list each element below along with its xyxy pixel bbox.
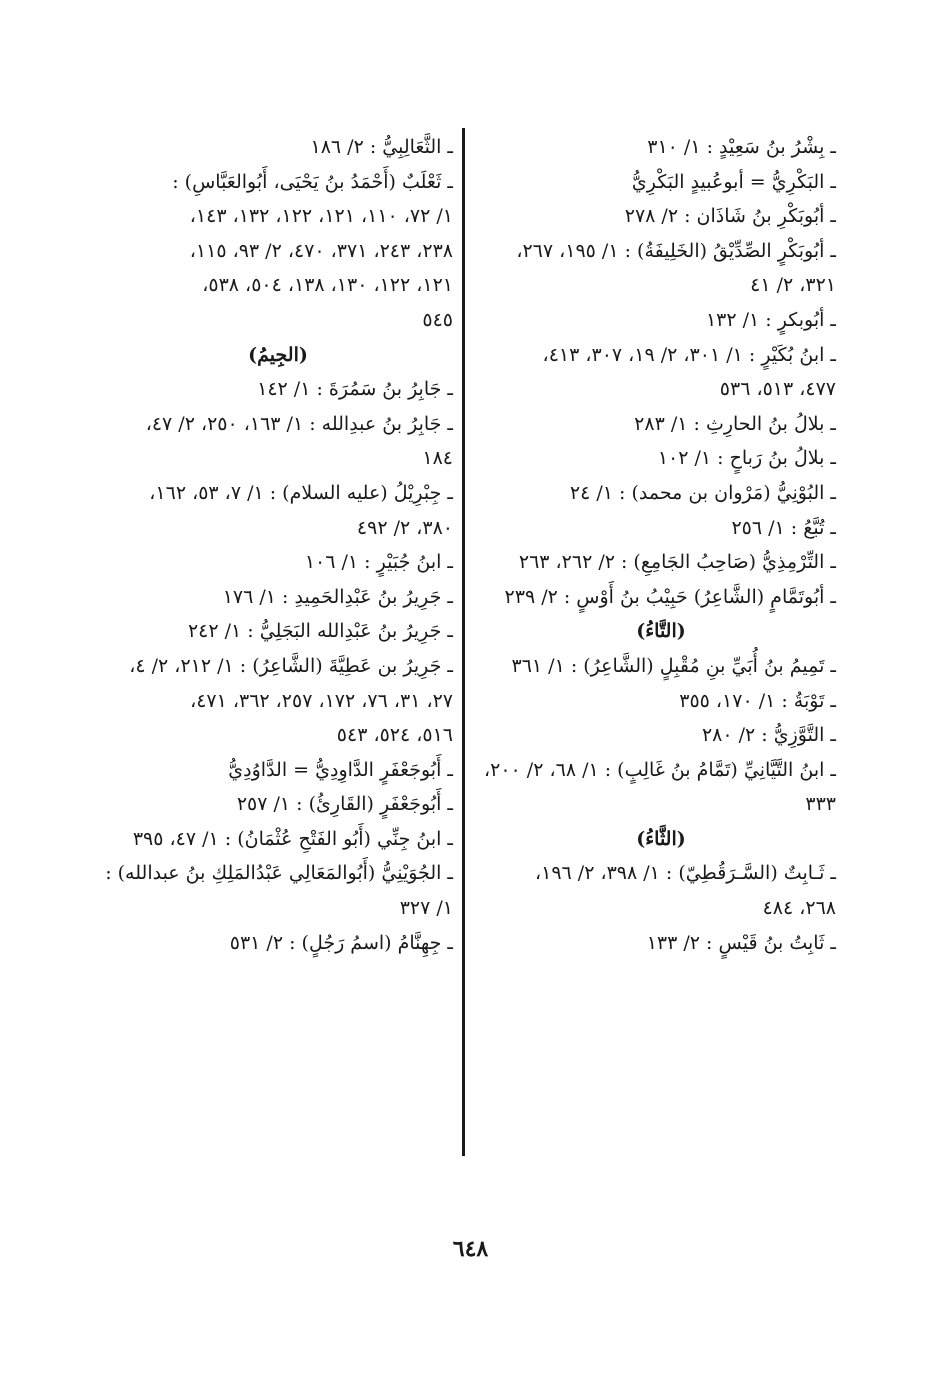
index-entry-continuation: ١/ ٧٢، ١١٠، ١٢١، ١٢٢، ١٣٢، ١٤٣، <box>189 205 453 228</box>
index-entry: ـ جِبْرِيْلُ (عليه السلام) : ١/ ٧، ٥٣، ١٦٢، <box>149 481 453 504</box>
index-column-left <box>103 130 453 960</box>
index-entry: ـ ثَعْلَبٌ (أَحْمَدُ بنُ يَحْيَى، أَبُوالعَبَّاسِ) : <box>172 170 453 193</box>
column-divider <box>462 128 465 1156</box>
index-entry: ـ أبُوبكرٍ : ١/ ١٣٢ <box>705 308 836 331</box>
index-entry-continuation: ٢٣٨، ٢٤٣، ٣٧١، ٤٧٠، ٢/ ٩٣، ١١٥، <box>189 239 453 262</box>
index-entry: ـ بلالُ بنُ الحارِثِ : ١/ ٢٨٣ <box>634 412 836 435</box>
index-entry: ـ البَكْرِيُّ = أبوعُبيدٍ البَكْرِيُّ <box>631 170 836 193</box>
section-header-jeem: (الجِيمُ) <box>248 343 308 366</box>
index-entry: ـ البُوْنِيُّ (مَرْوان بن محمد) : ١/ ٢٤ <box>569 481 836 504</box>
page-number: ٦٤٨ <box>452 1236 489 1262</box>
index-entry-continuation: ٣٢١، ٢/ ٤١ <box>750 274 836 297</box>
index-entry: ـ بِشْرُ بنُ سَعِيْدٍ : ١/ ٣١٠ <box>647 136 836 158</box>
index-entry: ـ جَرِيرُ بنُ عَبْدِالحَمِيدِ : ١/ ١٧٦ <box>222 585 453 608</box>
index-entry: ـ أَبُوجَعْفَرٍ (القَارِئُ) : ١/ ٢٥٧ <box>236 793 453 816</box>
index-entry: ـ ثَابِتُ بنُ قَيْسٍ : ٢/ ١٣٣ <box>646 931 836 954</box>
index-entry: ـ جَرِيرُ بن عَطِيَّةَ (الشَّاعِرُ) : ١/ ٢١٢، ٢/ ٤، <box>129 654 453 677</box>
index-entry: ـ ثَـابِتٌ (السَّـرَقُطِيّ) : ١/ ٣٩٨، ٢/ ١٩٦، <box>534 862 836 885</box>
index-entry: ـ جَابِرُ بنُ سَمُرَةَ : ١/ ١٤٢ <box>257 378 453 401</box>
index-entry: ـ ابنُ جُبَيْرٍ : ١/ ١٠٦ <box>304 551 453 574</box>
index-entry-continuation: ٢٧، ٣١، ٧٦، ١٧٢، ٢٥٧، ٣٦٢، ٤٧١، <box>190 689 453 712</box>
index-entry-continuation: ٣٨٠، ٢/ ٤٩٢ <box>356 516 453 539</box>
index-entry: ـ التَّوَّزِيُّ : ٢/ ٢٨٠ <box>701 724 836 747</box>
index-entry: ـ ابنُ التَّيَّانِيِّ (تَمَّامُ بنُ غَالِبٍ) : ١/ ٦٨، ٢/ ٢٠٠، <box>484 758 836 781</box>
index-entry: ـ تَوْبَةُ : ١/ ١٧٠، ٣٥٥ <box>679 689 836 712</box>
index-entry: ـ الثَّعَالِبِيُّ : ٢/ ١٨٦ <box>310 136 453 158</box>
index-entry: ـ بلالُ بنُ رَباحٍ : ١/ ١٠٢ <box>657 447 836 470</box>
index-entry: ـ التِّرْمِذِيُّ (صَاحِبُ الجَامِعِ) : ٢/ ٢٦٢، ٢٦٣ <box>518 551 836 574</box>
index-entry: ـ جِهِنَّامُ (اسمُ رَجُلٍ) : ٢/ ٥٣١ <box>229 931 453 954</box>
index-entry: ـ جَابِرُ بنُ عبدِالله : ١/ ١٦٣، ٢٥٠، ٢/ ٤٧، <box>145 412 453 435</box>
index-entry-continuation: ١/ ٣٢٧ <box>399 897 453 920</box>
index-entry: ـ أبُوتَمَّامٍ (الشَّاعِرُ) حَبِيْبُ بنُ أَوْسٍ : ٢/ ٢٣٩ <box>504 585 836 608</box>
index-entry: ـ الجُوَيْنِيُّ (أَبُوالمَعَالِي عَبْدُالمَلِكِ بنُ عبدالله) : <box>105 862 453 885</box>
section-header-taa: (التَّاءُ) <box>636 620 686 643</box>
index-entry-continuation: ٥٤٥ <box>422 308 453 331</box>
index-entry: ـ أَبُوجَعْفَرٍ الدَّاوِدِيُّ = الدَّاوُدِيُّ <box>228 758 453 781</box>
index-entry: ـ أبُوبَكْرِ بنُ شَاذَان : ٢/ ٢٧٨ <box>624 205 836 228</box>
index-entry: ـ تُبَّعُ : ١/ ٢٥٦ <box>731 516 836 539</box>
index-entry-continuation: ٤٧٧، ٥١٣، ٥٣٦ <box>719 378 836 401</box>
index-entry-continuation: ١٨٤ <box>422 447 453 470</box>
index-entry-continuation: ٥١٦، ٥٢٤، ٥٤٣ <box>336 724 453 747</box>
index-entry-continuation: ١٢١، ١٢٢، ١٣٠، ١٣٨، ٥٠٤، ٥٣٨، <box>202 274 453 297</box>
index-entry: ـ ابنُ بُكَيْرٍ : ١/ ٣٠١، ٢/ ١٩، ٣٠٧، ٤١٣، <box>542 343 836 366</box>
index-entry: ـ جَرِيرُ بنُ عَبْدِالله البَجَلِيُّ : ١/ ٢٤٢ <box>187 620 453 643</box>
index-column-right <box>486 130 836 960</box>
index-entry: ـ تَمِيمُ بنُ أُبَيِّ بنِ مُقْبِلٍ (الشَّاعِرُ) : ١/ ٣٦١ <box>511 654 836 677</box>
index-entry-continuation: ٣٣٣ <box>805 793 836 816</box>
section-header-thaa: (الثَّاءُ) <box>636 827 686 850</box>
index-entry: ـ ابنُ جِنِّي (أَبُو الفَتْحِ عُثْمَانُ) : ١/ ٤٧، ٣٩٥ <box>132 827 453 850</box>
index-entry: ـ أبُوبَكْرٍ الصِّدِّيْقُ (الخَلِيفَةُ) : ١/ ١٩٥، ٢٦٧، <box>516 239 836 262</box>
index-entry-continuation: ٢٦٨، ٤٨٤ <box>762 897 836 920</box>
